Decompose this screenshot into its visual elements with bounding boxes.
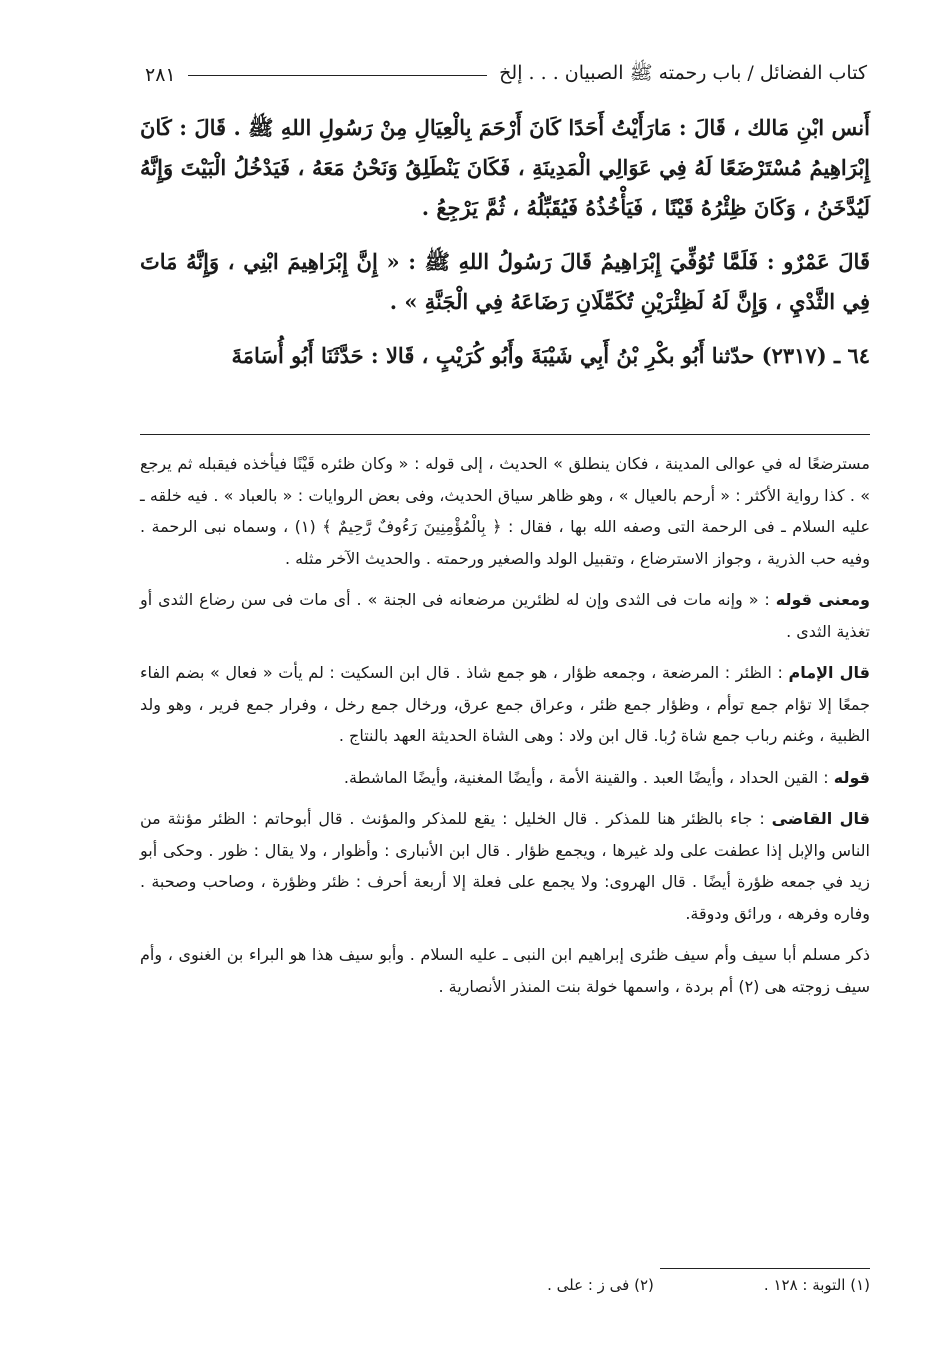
running-header <box>145 58 867 92</box>
hadith-paragraph-2: قَالَ عَمْرٌو : فَلَمَّا تُوُفِّيَ إِبْرَاهِيمُ قَالَ رَسُولُ اللهِ ﷺ : « إِنَّ إِبْرَاهِيمَ ابْنِي ، وَإِنَّهُ مَاتَ فِي الثَّدْيِ ، وَإِنَّ لَهُ لَظِئْرَيْنِ تُكَمِّلَانِ رَضَاعَهُ فِي الْجَنَّةِ » . <box>140 249 870 314</box>
commentary-body: : جاء بالظئر هنا للمذكر . قال الخليل : يقع للمذكر والمؤنث . قال أبوحاتم : الظئر مؤنثة من الناس والإبل إذا عطفت على ولد غيرها ، ويجمع ظؤار . قال ابن الأنبارى : وأظوار ، ولا يقال : ظور . وحكى أبو زيد في جمعه ظؤرة أيضًا . قال الهروى: ولا يجمع على فعلة إلا أربعة أحرف : ظئر وظؤرة ، وصاحب وصحبة . وفاره وفرهه ، ورائق ودوقة. <box>140 809 870 923</box>
commentary-paragraph-2 <box>140 584 870 647</box>
commentary <box>140 448 870 1012</box>
header-title: كتاب الفضائل / باب رحمته ﷺ الصبيان . . . إلخ <box>499 62 867 84</box>
footnotes <box>140 1276 870 1294</box>
hadith-text <box>140 108 870 390</box>
commentary-lead: قال الإمام <box>788 663 871 682</box>
section-divider <box>140 434 870 435</box>
footnote-rule <box>660 1268 870 1269</box>
hadith-paragraph-1: أَنس ابْنِ مَالك ، قَالَ : مَارَأَيْتُ أَحَدًا كَانَ أَرْحَمَ بِالْعِيَالِ مِنْ رَسُولِ اللهِ ﷺ . قَالَ : كَانَ إِبْرَاهِيمُ مُسْتَرْضَعًا لَهُ فِي عَوَالِي الْمَدِينَةِ ، فَكَانَ يَنْطَلِقُ وَنَحْنُ مَعَهُ ، فَيَدْخُلُ الْبَيْتَ وَإِنَّهُ لَيُدَّخَنُ ، وَكَانَ ظِئْرُهُ قَيْنًا ، فَيَأْخُذُهُ فَيُقَبِّلُهُ ، ثُمَّ يَرْجِعُ . <box>140 115 870 220</box>
commentary-paragraph-3 <box>140 657 870 752</box>
commentary-paragraph-4 <box>140 762 870 794</box>
commentary-body: : القين الحداد ، وأيضًا العبد . والقينة الأمة ، وأيضًا المغنية، وأيضًا الماشطة. <box>343 767 834 787</box>
commentary-lead: قال القاضى <box>771 809 870 828</box>
commentary-body: : « وإنه مات فى الثدى وإن له لظئرين مرضعانه فى الجنة » . أى مات فى سن رضاع الثدى أو تغذية الثدى . <box>140 590 870 641</box>
page-number: ٢٨١ <box>145 64 176 86</box>
footnote-1: (١) التوبة : ١٢٨ . <box>763 1276 870 1294</box>
commentary-paragraph-1: مسترضعًا له في عوالى المدينة ، فكان ينطلق » الحديث ، إلى قوله : « وكان ظئره قَيْنًا فيأخذه فيقبله ثم يرجع » . كذا رواية الأكثر : « أرحم بالعيال » ، وهو ظاهر سياق الحديث، وفى بعض الروايات : « بالعباد » . فيه خلقه ـ عليه السلام ـ فى الرحمة التى وصفه الله بها ، فقال : ﴿ بِالْمُؤْمِنِينَ رَءُوفٌ رَّحِيمٌ ﴾ (١) ، وسماه نبى الرحمة . وفيه حب الذرية ، وجواز الاسترضاع ، وتقبيل الولد والصغير ورحمته . والحديث الآخر مثله . <box>140 454 871 568</box>
commentary-lead: قوله <box>833 767 870 787</box>
commentary-paragraph-5 <box>140 803 870 929</box>
commentary-paragraph-6: ذكر مسلم أبا سيف وأم سيف ظئرى إبراهيم ابن النبى ـ عليه السلام . وأبو سيف هذا هو البراء بن الغنوى ، وأم سيف زوجته هى (٢) أم بردة ، واسمها خولة بنت المنذر الأنصارية . <box>140 945 870 996</box>
header-rule <box>188 75 488 76</box>
footnote-2: (٢) فى ز : على . <box>547 1276 654 1294</box>
hadith-paragraph-3: ٦٤ ـ (٢٣١٧) حدّثنا أَبُو بكْرِ بْنُ أَبِي شَيْبَةَ وأَبُو كُرَيْبٍ ، قَالا : حَدَّثَنَا أَبُو أُسَامَةَ <box>231 343 870 368</box>
commentary-lead: ومعنى قوله <box>775 590 871 609</box>
commentary-body: : الظئر : المرضعة ، وجمعه ظؤار ، هو جمع شاذ . قال ابن السكيت : لم يأت « فعال » بضم الفاء جمعًا إلا تؤام جمع توأم ، وظؤار جمع ظئر ، وعراق جمع عرق، ورخال جمع رخل ، وفرار جمع فرير ، وهو ولد الظبية ، وغنم رباب جمع شاة رُبا. قال ابن ولاد : وهى الشاة الحديثة العهد بالنتاج . <box>140 663 870 745</box>
